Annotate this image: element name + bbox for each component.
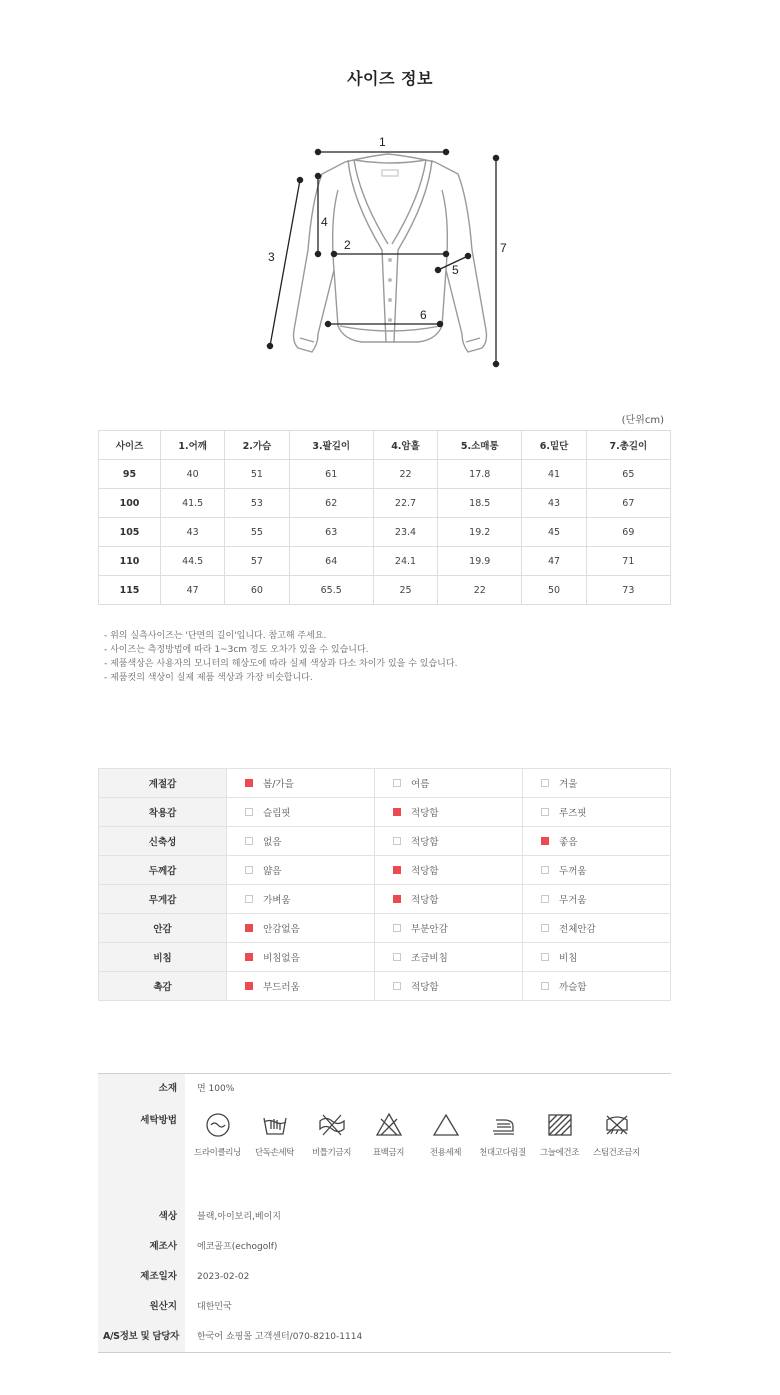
fit-option bbox=[523, 943, 671, 972]
care-item bbox=[588, 1110, 645, 1158]
table-row bbox=[99, 518, 671, 547]
fit-label: 촉감 bbox=[99, 972, 227, 1001]
measure-cell: 69 bbox=[586, 518, 670, 547]
fit-option bbox=[375, 856, 523, 885]
measure-cell: 43 bbox=[522, 489, 586, 518]
col-header: 2.가슴 bbox=[225, 431, 289, 460]
fit-option-label: 가벼움 bbox=[263, 895, 291, 906]
fit-option-label: 두꺼움 bbox=[559, 866, 587, 877]
fit-option-label: 봄/가을 bbox=[263, 779, 294, 790]
care-label: 전용세제 bbox=[429, 1148, 462, 1158]
measure-cell: 23.4 bbox=[373, 518, 437, 547]
fit-option bbox=[523, 827, 671, 856]
fit-row bbox=[99, 914, 671, 943]
page-title: 사이즈 정보 bbox=[347, 69, 433, 88]
fit-option-label: 비침없음 bbox=[263, 953, 300, 964]
measure-cell: 41.5 bbox=[161, 489, 225, 518]
table-row bbox=[99, 547, 671, 576]
care-label: 드라이클리닝 bbox=[194, 1148, 241, 1158]
checked-box-icon bbox=[245, 779, 253, 787]
fit-option bbox=[375, 914, 523, 943]
measure-cell: 73 bbox=[586, 576, 670, 605]
info-row-color bbox=[98, 1202, 671, 1232]
checked-box-icon bbox=[245, 982, 253, 990]
measure-cell: 67 bbox=[586, 489, 670, 518]
unchecked-box-icon bbox=[541, 866, 549, 874]
info-row-maker bbox=[98, 1232, 671, 1262]
measure-cell: 51 bbox=[225, 460, 289, 489]
product-info bbox=[98, 1073, 671, 1353]
no-wring-icon bbox=[317, 1110, 347, 1140]
fit-option-label: 부분안감 bbox=[411, 924, 448, 935]
fit-option-label: 겨울 bbox=[559, 779, 578, 790]
unchecked-box-icon bbox=[245, 895, 253, 903]
fit-option bbox=[523, 972, 671, 1001]
measure-cell: 65 bbox=[586, 460, 670, 489]
fit-option bbox=[227, 798, 375, 827]
info-label: 색상 bbox=[98, 1202, 185, 1232]
no-bleach-icon bbox=[374, 1110, 404, 1140]
measure-cell: 61 bbox=[289, 460, 373, 489]
info-row-as bbox=[98, 1322, 671, 1352]
fit-option bbox=[375, 798, 523, 827]
checked-box-icon bbox=[245, 924, 253, 932]
col-header: 5.소매통 bbox=[438, 431, 522, 460]
checked-box-icon bbox=[393, 866, 401, 874]
fit-row bbox=[99, 972, 671, 1001]
fit-label: 무게감 bbox=[99, 885, 227, 914]
shade-dry-icon bbox=[545, 1110, 575, 1140]
col-header: 1.어깨 bbox=[161, 431, 225, 460]
fit-option bbox=[523, 885, 671, 914]
fit-option bbox=[523, 798, 671, 827]
note-line: - 제품색상은 사용자의 모니터의 해상도에 따라 실제 색상과 다소 차이가 있을 수 있습니다. bbox=[104, 659, 458, 669]
fit-option bbox=[227, 769, 375, 798]
fit-option bbox=[375, 827, 523, 856]
measure-cell: 47 bbox=[161, 576, 225, 605]
measure-cell: 63 bbox=[289, 518, 373, 547]
info-label: 세탁방법 bbox=[98, 1104, 185, 1202]
measure-cell: 57 bbox=[225, 547, 289, 576]
unchecked-box-icon bbox=[541, 953, 549, 961]
dim-label-6: 6 bbox=[420, 308, 427, 322]
col-header: 7.총길이 bbox=[586, 431, 670, 460]
fit-row bbox=[99, 798, 671, 827]
note-line: - 위의 실측사이즈는 '단면의 길이'입니다. 참고해 주세요. bbox=[104, 631, 327, 641]
col-header: 3.팔길이 bbox=[289, 431, 373, 460]
measure-cell: 50 bbox=[522, 576, 586, 605]
unchecked-box-icon bbox=[393, 982, 401, 990]
fit-option bbox=[227, 827, 375, 856]
care-item bbox=[360, 1110, 417, 1158]
info-label: 소재 bbox=[98, 1074, 185, 1104]
fit-row bbox=[99, 943, 671, 972]
fit-option-label: 비침 bbox=[559, 953, 578, 964]
measure-cell: 22.7 bbox=[373, 489, 437, 518]
care-label: 비틀기금지 bbox=[311, 1148, 352, 1158]
unchecked-box-icon bbox=[541, 895, 549, 903]
hand-wash-icon bbox=[260, 1110, 290, 1140]
unchecked-box-icon bbox=[245, 808, 253, 816]
fit-option bbox=[375, 769, 523, 798]
fit-option-label: 전체안감 bbox=[559, 924, 596, 935]
size-notes bbox=[104, 629, 457, 685]
table-row bbox=[99, 576, 671, 605]
note-line: - 사이즈는 측정방법에 따라 1~3cm 정도 오차가 있을 수 있습니다. bbox=[104, 645, 369, 655]
size-cell: 100 bbox=[99, 489, 161, 518]
info-value: 2023-02-02 bbox=[197, 1272, 250, 1282]
info-row-material bbox=[98, 1074, 671, 1104]
care-item bbox=[417, 1110, 474, 1158]
iron-cloth-icon bbox=[488, 1110, 518, 1140]
measure-cell: 19.9 bbox=[438, 547, 522, 576]
measure-cell: 40 bbox=[161, 460, 225, 489]
size-cell: 115 bbox=[99, 576, 161, 605]
col-header: 사이즈 bbox=[99, 431, 161, 460]
info-row-origin bbox=[98, 1292, 671, 1322]
checked-box-icon bbox=[393, 808, 401, 816]
measure-cell: 65.5 bbox=[289, 576, 373, 605]
info-label: 원산지 bbox=[98, 1292, 185, 1322]
no-tumble-dry-icon bbox=[602, 1110, 632, 1140]
bleach-detergent-icon bbox=[431, 1110, 461, 1140]
unchecked-box-icon bbox=[393, 837, 401, 845]
care-item bbox=[474, 1110, 531, 1158]
measure-cell: 45 bbox=[522, 518, 586, 547]
info-row-care bbox=[98, 1104, 671, 1202]
fit-option-label: 적당함 bbox=[411, 895, 439, 906]
unit-label: (단위cm) bbox=[621, 415, 664, 426]
fit-table bbox=[98, 768, 671, 1001]
measure-cell: 19.2 bbox=[438, 518, 522, 547]
table-row bbox=[99, 489, 671, 518]
fit-option-label: 까슬함 bbox=[559, 982, 587, 993]
unchecked-box-icon bbox=[541, 808, 549, 816]
fit-row bbox=[99, 885, 671, 914]
care-label: 그늘에건조 bbox=[539, 1148, 580, 1158]
care-item bbox=[189, 1110, 246, 1158]
fit-option-label: 부드러움 bbox=[263, 982, 300, 993]
fit-option-label: 적당함 bbox=[411, 866, 439, 877]
dim-label-5: 5 bbox=[452, 263, 459, 277]
measure-cell: 41 bbox=[522, 460, 586, 489]
info-label: A/S정보 및 담당자 bbox=[98, 1322, 185, 1352]
size-cell: 95 bbox=[99, 460, 161, 489]
fit-option-label: 안감없음 bbox=[263, 924, 300, 935]
unchecked-box-icon bbox=[393, 924, 401, 932]
measure-cell: 22 bbox=[438, 576, 522, 605]
dry-clean-icon bbox=[203, 1110, 233, 1140]
fit-option-label: 없음 bbox=[263, 837, 282, 848]
info-value: 면 100% bbox=[197, 1084, 235, 1094]
dim-label-3: 3 bbox=[268, 250, 275, 264]
care-list bbox=[185, 1110, 671, 1158]
care-item bbox=[531, 1110, 588, 1158]
fit-option-label: 루즈핏 bbox=[559, 808, 587, 819]
measure-cell: 18.5 bbox=[438, 489, 522, 518]
care-label: 천대고다림질 bbox=[479, 1148, 526, 1158]
fit-option bbox=[523, 856, 671, 885]
fit-label: 두께감 bbox=[99, 856, 227, 885]
measure-cell: 24.1 bbox=[373, 547, 437, 576]
fit-option-label: 무거움 bbox=[559, 895, 587, 906]
unchecked-box-icon bbox=[393, 779, 401, 787]
measure-cell: 22 bbox=[373, 460, 437, 489]
fit-option-label: 적당함 bbox=[411, 837, 439, 848]
size-table-header-row bbox=[99, 431, 671, 460]
fit-option bbox=[227, 943, 375, 972]
measure-cell: 71 bbox=[586, 547, 670, 576]
fit-label: 계절감 bbox=[99, 769, 227, 798]
fit-option-label: 적당함 bbox=[411, 982, 439, 993]
fit-option-label: 슬림핏 bbox=[263, 808, 291, 819]
measure-cell: 62 bbox=[289, 489, 373, 518]
care-item bbox=[246, 1110, 303, 1158]
fit-row bbox=[99, 856, 671, 885]
fit-option bbox=[523, 914, 671, 943]
info-value: 에코골프(echogolf) bbox=[197, 1242, 278, 1252]
fit-label: 안감 bbox=[99, 914, 227, 943]
unchecked-box-icon bbox=[541, 924, 549, 932]
fit-option bbox=[227, 972, 375, 1001]
unchecked-box-icon bbox=[541, 779, 549, 787]
cardigan-diagram bbox=[250, 130, 530, 380]
measure-cell: 60 bbox=[225, 576, 289, 605]
fit-label: 비침 bbox=[99, 943, 227, 972]
info-value: 대한민국 bbox=[197, 1302, 232, 1312]
dim-label-2: 2 bbox=[344, 238, 351, 252]
size-cell: 110 bbox=[99, 547, 161, 576]
care-label: 표백금지 bbox=[372, 1148, 405, 1158]
care-item bbox=[303, 1110, 360, 1158]
fit-option bbox=[227, 914, 375, 943]
fit-row bbox=[99, 769, 671, 798]
fit-option-label: 여름 bbox=[411, 779, 430, 790]
measure-cell: 43 bbox=[161, 518, 225, 547]
fit-option bbox=[375, 972, 523, 1001]
measure-cell: 47 bbox=[522, 547, 586, 576]
measure-cell: 25 bbox=[373, 576, 437, 605]
measure-cell: 44.5 bbox=[161, 547, 225, 576]
measure-cell: 17.8 bbox=[438, 460, 522, 489]
measure-cell: 53 bbox=[225, 489, 289, 518]
table-row bbox=[99, 460, 671, 489]
fit-row bbox=[99, 827, 671, 856]
col-header: 6.밑단 bbox=[522, 431, 586, 460]
unchecked-box-icon bbox=[245, 866, 253, 874]
info-value: 블랙,아이보리,베이지 bbox=[197, 1212, 281, 1222]
checked-box-icon bbox=[393, 895, 401, 903]
unchecked-box-icon bbox=[245, 837, 253, 845]
info-label: 제조사 bbox=[98, 1232, 185, 1262]
note-line: - 제품컷의 색상이 실제 제품 색상과 가장 비슷합니다. bbox=[104, 673, 313, 683]
dim-label-1: 1 bbox=[379, 135, 386, 149]
fit-option bbox=[227, 856, 375, 885]
col-header: 4.암홀 bbox=[373, 431, 437, 460]
fit-option-label: 좋음 bbox=[559, 837, 578, 848]
info-row-date bbox=[98, 1262, 671, 1292]
size-table bbox=[98, 430, 671, 605]
size-cell: 105 bbox=[99, 518, 161, 547]
care-label: 스팀건조금지 bbox=[593, 1148, 640, 1158]
fit-option-label: 적당함 bbox=[411, 808, 439, 819]
info-label: 제조일자 bbox=[98, 1262, 185, 1292]
measure-cell: 55 bbox=[225, 518, 289, 547]
measure-cell: 64 bbox=[289, 547, 373, 576]
unchecked-box-icon bbox=[393, 953, 401, 961]
fit-option bbox=[227, 885, 375, 914]
fit-option bbox=[523, 769, 671, 798]
fit-option bbox=[375, 885, 523, 914]
dim-label-7: 7 bbox=[500, 241, 507, 255]
fit-label: 착용감 bbox=[99, 798, 227, 827]
checked-box-icon bbox=[541, 837, 549, 845]
fit-option bbox=[375, 943, 523, 972]
info-value: 한국어 쇼핑몰 고객센터/070-8210-1114 bbox=[197, 1332, 363, 1342]
fit-label: 신축성 bbox=[99, 827, 227, 856]
checked-box-icon bbox=[245, 953, 253, 961]
fit-option-label: 얇음 bbox=[263, 866, 282, 877]
care-label: 단독손세탁 bbox=[254, 1148, 295, 1158]
fit-option-label: 조금비침 bbox=[411, 953, 448, 964]
unchecked-box-icon bbox=[541, 982, 549, 990]
dim-label-4: 4 bbox=[321, 215, 328, 229]
